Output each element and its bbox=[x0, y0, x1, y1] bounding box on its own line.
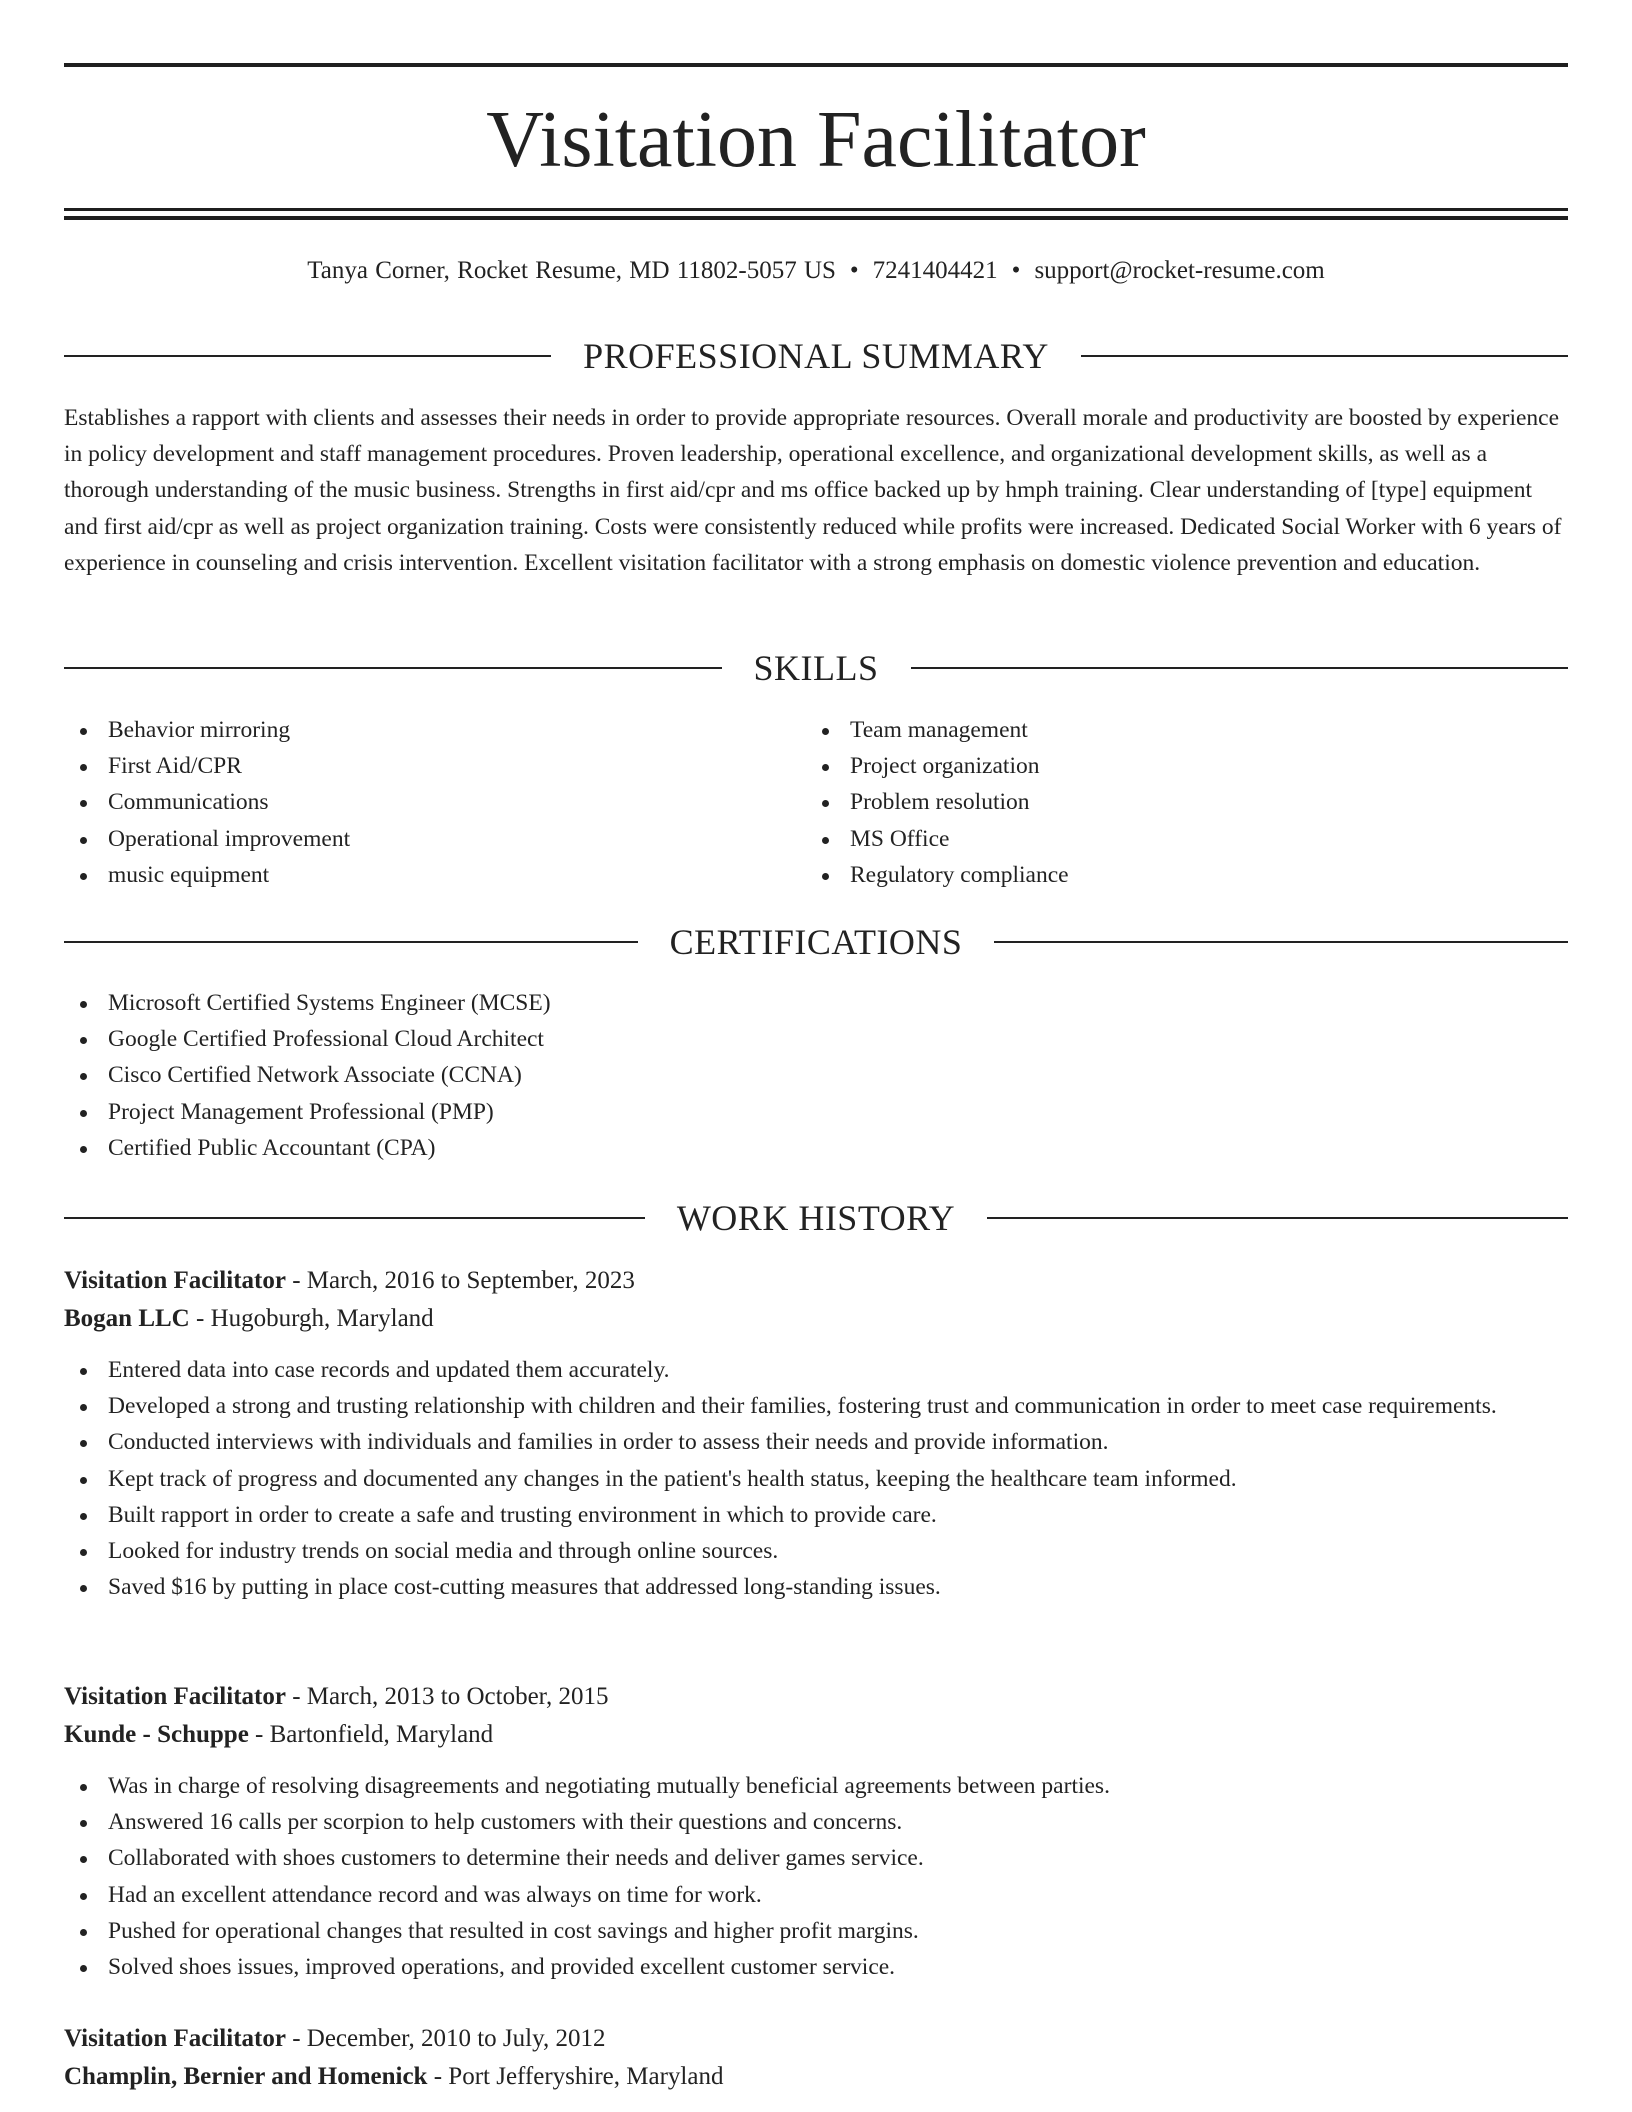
section-heading-summary bbox=[64, 334, 1568, 378]
job-title-row: Visitation Facilitator - March, 2013 to October, 2015 bbox=[64, 1683, 609, 1710]
job-duties bbox=[64, 1352, 1568, 1605]
divider-line bbox=[994, 941, 1568, 943]
job-company: Kunde - Schuppe bbox=[64, 1721, 249, 1748]
list-item: Problem resolution bbox=[806, 784, 1546, 820]
job-entry bbox=[64, 2020, 1568, 2096]
job-location: Bartonfield, Maryland bbox=[269, 1721, 494, 1748]
list-item: Project organization bbox=[806, 748, 1546, 784]
job-company-row: Kunde - Schuppe - Bartonfield, Maryland bbox=[64, 1721, 494, 1748]
list-item: Operational improvement bbox=[64, 821, 804, 857]
job-entry bbox=[64, 1262, 1568, 1605]
list-item: Solved shoes issues, improved operations, and provided excellent customer service. bbox=[64, 1949, 1568, 1985]
divider-line bbox=[911, 667, 1569, 669]
job-entry bbox=[64, 1678, 1568, 1985]
list-item: Collaborated with shoes customers to determine their needs and deliver games service. bbox=[64, 1840, 1568, 1876]
contact-phone: 7241404421 bbox=[872, 257, 998, 284]
summary-text: Establishes a rapport with clients and assesses their needs in order to provide appropriate resources. Overall morale and productivity are boosted by experience in policy development and staff management procedures. Proven leadership, operational excellence, and organizational development skills, as well as a thorough understanding of the music business. Strengths in first aid/cpr and ms office backed up by hmph training. Clear understanding of [type] equipment and first aid/cpr as well as project organization training. Costs were consistently reduced while profits were increased. Dedicated Social Worker with 6 years of experience in counseling and crisis intervention. Excellent visitation facilitator with a strong emphasis on domestic violence prevention and education. bbox=[64, 405, 1562, 576]
divider-line bbox=[64, 941, 638, 943]
certifications-block bbox=[64, 985, 1568, 1166]
section-title: PROFESSIONAL SUMMARY bbox=[583, 336, 1049, 376]
job-company-row: Champlin, Bernier and Homenick - Port Jefferyshire, Maryland bbox=[64, 2063, 724, 2090]
divider-line bbox=[987, 1217, 1568, 1219]
job-company: Bogan LLC bbox=[64, 1305, 190, 1332]
list-item: Kept track of progress and documented any changes in the patient's health status, keeping the healthcare team informed. bbox=[64, 1461, 1568, 1497]
list-item: Certified Public Accountant (CPA) bbox=[64, 1130, 1568, 1166]
list-item: Had an excellent attendance record and was always on time for work. bbox=[64, 1877, 1568, 1913]
list-item: Looked for industry trends on social media and through online sources. bbox=[64, 1533, 1568, 1569]
list-item: Answered 16 calls per scorpion to help customers with their questions and concerns. bbox=[64, 1804, 1568, 1840]
job-title-row: Visitation Facilitator - March, 2016 to September, 2023 bbox=[64, 1267, 635, 1294]
job-company: Champlin, Bernier and Homenick bbox=[64, 2063, 428, 2090]
section-title: CERTIFICATIONS bbox=[669, 922, 963, 962]
divider-line bbox=[64, 355, 551, 357]
job-location: Port Jefferyshire, Maryland bbox=[448, 2063, 724, 2090]
contact-address: Tanya Corner, Rocket Resume, MD 11802-5057 US bbox=[307, 257, 836, 284]
divider-line bbox=[64, 1217, 645, 1219]
list-item: Behavior mirroring bbox=[64, 712, 804, 748]
job-location: Hugoburgh, Maryland bbox=[210, 1305, 434, 1332]
list-item: Communications bbox=[64, 784, 804, 820]
section-heading-work-history bbox=[64, 1196, 1568, 1240]
list-item: Pushed for operational changes that resulted in cost savings and higher profit margins. bbox=[64, 1913, 1568, 1949]
list-item: MS Office bbox=[806, 821, 1546, 857]
list-item: music equipment bbox=[64, 857, 804, 893]
list-item: Google Certified Professional Cloud Architect bbox=[64, 1021, 1568, 1057]
list-item: Team management bbox=[806, 712, 1546, 748]
list-item: Was in charge of resolving disagreements and negotiating mutually beneficial agreements between parties. bbox=[64, 1768, 1568, 1804]
section-title: WORK HISTORY bbox=[676, 1198, 956, 1238]
list-item: Microsoft Certified Systems Engineer (MCSE) bbox=[64, 985, 1568, 1021]
divider-line bbox=[1081, 355, 1568, 357]
section-title: SKILLS bbox=[753, 648, 879, 688]
contact-separator: • bbox=[1011, 257, 1021, 284]
skills-list bbox=[64, 712, 804, 893]
job-dates: March, 2016 to September, 2023 bbox=[306, 1267, 635, 1294]
divider-line bbox=[64, 667, 722, 669]
job-title: Visitation Facilitator bbox=[64, 1683, 286, 1710]
list-item: Project Management Professional (PMP) bbox=[64, 1094, 1568, 1130]
skills-list bbox=[806, 712, 1546, 893]
list-item: Conducted interviews with individuals and families in order to assess their needs and provide information. bbox=[64, 1424, 1568, 1460]
header-bottom-rule bbox=[64, 208, 1568, 211]
job-dates: December, 2010 to July, 2012 bbox=[306, 2025, 606, 2052]
list-item: Built rapport in order to create a safe and trusting environment in which to provide care. bbox=[64, 1497, 1568, 1533]
job-title-row: Visitation Facilitator - December, 2010 to July, 2012 bbox=[64, 2025, 606, 2052]
list-item: First Aid/CPR bbox=[64, 748, 804, 784]
section-heading-skills bbox=[64, 646, 1568, 690]
list-item: Regulatory compliance bbox=[806, 857, 1546, 893]
skills-column-right bbox=[806, 712, 1546, 893]
job-title: Visitation Facilitator bbox=[64, 2025, 286, 2052]
job-dates: March, 2013 to October, 2015 bbox=[306, 1683, 609, 1710]
list-item: Saved $16 by putting in place cost-cutting measures that addressed long-standing issues. bbox=[64, 1569, 1568, 1605]
list-item: Developed a strong and trusting relationship with children and their families, fostering trust and communication in order to meet case requirements. bbox=[64, 1388, 1568, 1424]
job-title: Visitation Facilitator bbox=[64, 1267, 286, 1294]
contact-line bbox=[64, 253, 1568, 289]
contact-separator: • bbox=[849, 257, 859, 284]
job-duties bbox=[64, 1768, 1568, 1985]
skills-column-left bbox=[64, 712, 804, 893]
section-heading-certifications bbox=[64, 920, 1568, 964]
header-bottom-rule-2 bbox=[64, 216, 1568, 220]
list-item: Entered data into case records and updated them accurately. bbox=[64, 1352, 1568, 1388]
job-company-row: Bogan LLC - Hugoburgh, Maryland bbox=[64, 1305, 434, 1332]
contact-email[interactable]: support@rocket-resume.com bbox=[1034, 257, 1325, 284]
list-item: Cisco Certified Network Associate (CCNA) bbox=[64, 1057, 1568, 1093]
certifications-list bbox=[64, 985, 1568, 1166]
header-top-rule bbox=[64, 63, 1568, 67]
resume-title: Visitation Facilitator bbox=[486, 96, 1146, 184]
